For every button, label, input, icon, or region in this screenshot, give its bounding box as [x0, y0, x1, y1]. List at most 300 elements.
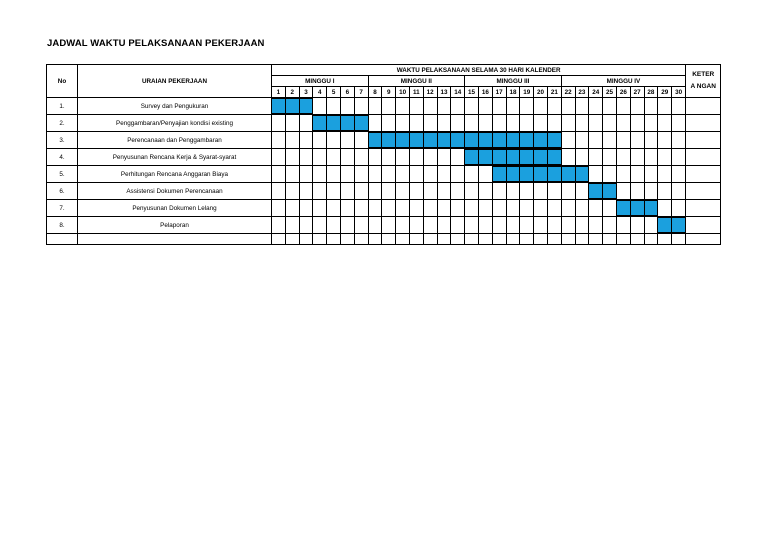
grid-cell	[547, 115, 561, 132]
week-header: MINGGU IV	[561, 76, 685, 87]
grid-cell	[575, 98, 589, 115]
task-row	[47, 115, 721, 132]
gantt-bar	[534, 132, 548, 148]
grid-cell	[368, 98, 382, 115]
grid-cell	[478, 166, 492, 183]
gantt-bar	[451, 132, 465, 148]
gantt-bar-cell	[272, 98, 286, 115]
empty-row	[47, 234, 721, 245]
gantt-bar-cell	[644, 200, 658, 217]
grid-cell	[534, 98, 548, 115]
gantt-bar-cell	[451, 132, 465, 149]
grid-cell	[616, 149, 630, 166]
grid-cell	[575, 217, 589, 234]
empty-cell	[340, 234, 354, 245]
grid-cell	[437, 200, 451, 217]
gantt-bar-cell	[603, 183, 617, 200]
day-header: 10	[396, 87, 410, 98]
day-header: 22	[561, 87, 575, 98]
grid-cell	[478, 200, 492, 217]
task-name: Survey dan Pengukuran	[78, 98, 272, 115]
task-name: Penyusunan Dokumen Lelang	[78, 200, 272, 217]
empty-cell	[423, 234, 437, 245]
grid-cell	[644, 183, 658, 200]
day-header: 29	[658, 87, 672, 98]
grid-cell	[382, 217, 396, 234]
grid-cell	[354, 166, 368, 183]
grid-cell	[299, 149, 313, 166]
grid-cell	[644, 132, 658, 149]
day-header: 30	[672, 87, 686, 98]
document-title: JADWAL WAKTU PELAKSANAAN PEKERJAAN	[47, 38, 265, 49]
week-header: MINGGU III	[465, 76, 562, 87]
gantt-bar-cell	[299, 98, 313, 115]
grid-cell	[644, 115, 658, 132]
grid-cell	[589, 200, 603, 217]
task-name: Penyusunan Rencana Kerja & Syarat-syarat	[78, 149, 272, 166]
gantt-bar	[478, 132, 492, 148]
empty-cell	[506, 234, 520, 245]
gantt-bar-cell	[423, 132, 437, 149]
grid-cell	[409, 166, 423, 183]
grid-cell	[630, 98, 644, 115]
gantt-bar	[478, 149, 492, 165]
grid-cell	[561, 115, 575, 132]
grid-cell	[630, 166, 644, 183]
grid-cell	[603, 166, 617, 183]
header-keterangan	[686, 65, 721, 98]
gantt-bar-cell	[478, 149, 492, 166]
gantt-bar	[299, 98, 313, 114]
task-name: Penggambaran/Penyajian kondisi existing	[78, 115, 272, 132]
gantt-bar-cell	[437, 132, 451, 149]
day-header: 19	[520, 87, 534, 98]
grid-cell	[465, 98, 479, 115]
empty-cell	[534, 234, 548, 245]
gantt-bar-cell	[506, 149, 520, 166]
grid-cell	[603, 149, 617, 166]
grid-cell	[327, 217, 341, 234]
gantt-bar-cell	[630, 200, 644, 217]
gantt-bar-cell	[534, 149, 548, 166]
gantt-bar	[534, 166, 548, 182]
grid-cell	[561, 149, 575, 166]
grid-cell	[423, 166, 437, 183]
grid-cell	[630, 132, 644, 149]
grid-cell	[630, 183, 644, 200]
task-name: Perhitungan Rencana Anggaran Biaya	[78, 166, 272, 183]
gantt-bar-cell	[478, 132, 492, 149]
empty-cell	[547, 234, 561, 245]
gantt-bar	[465, 149, 479, 165]
grid-cell	[299, 166, 313, 183]
grid-cell	[478, 115, 492, 132]
grid-cell	[561, 98, 575, 115]
grid-cell	[382, 183, 396, 200]
header-waktu: WAKTU PELAKSANAAN SELAMA 30 HARI KALENDER	[272, 65, 686, 76]
grid-cell	[285, 149, 299, 166]
gantt-bar	[492, 166, 506, 182]
grid-cell	[465, 166, 479, 183]
grid-cell	[589, 132, 603, 149]
task-number: 4.	[47, 149, 78, 166]
task-row	[47, 183, 721, 200]
gantt-bar-cell	[396, 132, 410, 149]
grid-cell	[437, 149, 451, 166]
grid-cell	[285, 115, 299, 132]
day-header: 13	[437, 87, 451, 98]
grid-cell	[575, 200, 589, 217]
grid-cell	[299, 132, 313, 149]
keterangan-cell	[686, 166, 721, 183]
grid-cell	[658, 149, 672, 166]
grid-cell	[589, 166, 603, 183]
gantt-bar	[492, 149, 506, 165]
day-header: 21	[547, 87, 561, 98]
gantt-bar	[547, 166, 561, 182]
task-number: 3.	[47, 132, 78, 149]
task-name: Perencanaan dan Penggambaran	[78, 132, 272, 149]
grid-cell	[603, 115, 617, 132]
grid-cell	[520, 217, 534, 234]
grid-cell	[382, 166, 396, 183]
grid-cell	[272, 183, 286, 200]
day-header: 17	[492, 87, 506, 98]
gantt-bar	[561, 166, 575, 182]
gantt-bar-cell	[547, 149, 561, 166]
grid-cell	[437, 217, 451, 234]
grid-cell	[313, 200, 327, 217]
keterangan-cell	[686, 132, 721, 149]
empty-cell	[492, 234, 506, 245]
grid-cell	[272, 132, 286, 149]
empty-cell	[382, 234, 396, 245]
grid-cell	[313, 98, 327, 115]
gantt-bar	[327, 115, 341, 131]
empty-cell	[686, 234, 721, 245]
empty-cell	[272, 234, 286, 245]
empty-cell	[437, 234, 451, 245]
gantt-bar	[603, 183, 617, 199]
gantt-bar	[354, 115, 368, 131]
grid-cell	[616, 166, 630, 183]
grid-cell	[603, 200, 617, 217]
gantt-bar-cell	[520, 132, 534, 149]
gantt-bar-cell	[313, 115, 327, 132]
gantt-bar-cell	[520, 149, 534, 166]
gantt-bar-cell	[547, 166, 561, 183]
grid-cell	[658, 166, 672, 183]
grid-cell	[478, 98, 492, 115]
day-header: 14	[451, 87, 465, 98]
task-row	[47, 98, 721, 115]
week-header: MINGGU II	[368, 76, 465, 87]
gantt-bar-cell	[616, 200, 630, 217]
gantt-bar-cell	[492, 149, 506, 166]
gantt-bar	[506, 132, 520, 148]
grid-cell	[492, 200, 506, 217]
grid-cell	[547, 183, 561, 200]
grid-cell	[396, 115, 410, 132]
keterangan-cell	[686, 149, 721, 166]
grid-cell	[354, 98, 368, 115]
grid-cell	[589, 217, 603, 234]
gantt-bar-cell	[575, 166, 589, 183]
gantt-bar-cell	[547, 132, 561, 149]
gantt-bar-cell	[589, 183, 603, 200]
empty-cell	[603, 234, 617, 245]
gantt-bar-cell	[520, 166, 534, 183]
grid-cell	[672, 115, 686, 132]
grid-cell	[272, 115, 286, 132]
day-header: 8	[368, 87, 382, 98]
day-header: 16	[478, 87, 492, 98]
grid-cell	[616, 132, 630, 149]
grid-cell	[396, 166, 410, 183]
keterangan-cell	[686, 183, 721, 200]
grid-cell	[272, 149, 286, 166]
gantt-bar	[520, 149, 534, 165]
grid-cell	[327, 166, 341, 183]
grid-cell	[575, 132, 589, 149]
gantt-bar-cell	[534, 132, 548, 149]
grid-cell	[672, 166, 686, 183]
gantt-bar-cell	[354, 115, 368, 132]
task-number: 6.	[47, 183, 78, 200]
grid-cell	[354, 149, 368, 166]
gantt-bar	[520, 166, 534, 182]
grid-cell	[285, 166, 299, 183]
grid-cell	[423, 183, 437, 200]
grid-cell	[492, 98, 506, 115]
gantt-bar	[575, 166, 589, 182]
gantt-bar	[547, 149, 561, 165]
gantt-bar	[534, 149, 548, 165]
task-number: 1.	[47, 98, 78, 115]
gantt-bar-cell	[672, 217, 686, 234]
grid-cell	[396, 200, 410, 217]
gantt-bar	[285, 98, 299, 114]
grid-cell	[603, 98, 617, 115]
gantt-bar	[506, 166, 520, 182]
grid-cell	[313, 183, 327, 200]
grid-cell	[396, 183, 410, 200]
grid-cell	[506, 217, 520, 234]
grid-cell	[354, 132, 368, 149]
grid-cell	[409, 98, 423, 115]
grid-cell	[616, 115, 630, 132]
grid-cell	[340, 217, 354, 234]
grid-cell	[451, 149, 465, 166]
grid-cell	[437, 115, 451, 132]
grid-cell	[658, 132, 672, 149]
grid-cell	[409, 200, 423, 217]
grid-cell	[603, 132, 617, 149]
gantt-bar	[272, 98, 286, 114]
gantt-bar-cell	[465, 149, 479, 166]
task-number: 7.	[47, 200, 78, 217]
grid-cell	[272, 166, 286, 183]
day-header: 24	[589, 87, 603, 98]
gantt-bar-cell	[382, 132, 396, 149]
grid-cell	[368, 166, 382, 183]
empty-cell	[616, 234, 630, 245]
day-header: 2	[285, 87, 299, 98]
grid-cell	[437, 183, 451, 200]
gantt-bar	[520, 132, 534, 148]
grid-cell	[382, 200, 396, 217]
empty-cell	[644, 234, 658, 245]
grid-cell	[589, 149, 603, 166]
keterangan-cell	[686, 200, 721, 217]
grid-cell	[672, 98, 686, 115]
empty-cell	[368, 234, 382, 245]
task-number: 2.	[47, 115, 78, 132]
grid-cell	[672, 149, 686, 166]
gantt-bar	[465, 132, 479, 148]
header-uraian: URAIAN PEKERJAAN	[78, 65, 272, 98]
empty-cell	[561, 234, 575, 245]
grid-cell	[561, 183, 575, 200]
gantt-bar-cell	[327, 115, 341, 132]
empty-cell	[520, 234, 534, 245]
gantt-bar-cell	[368, 132, 382, 149]
empty-cell	[354, 234, 368, 245]
grid-cell	[451, 217, 465, 234]
gantt-bar	[658, 217, 672, 233]
grid-cell	[492, 115, 506, 132]
grid-cell	[561, 200, 575, 217]
gantt-bar-cell	[506, 166, 520, 183]
grid-cell	[603, 217, 617, 234]
grid-cell	[451, 98, 465, 115]
gantt-bar	[437, 132, 451, 148]
grid-cell	[327, 149, 341, 166]
grid-cell	[658, 98, 672, 115]
gantt-bar	[340, 115, 354, 131]
empty-cell	[47, 234, 78, 245]
grid-cell	[658, 200, 672, 217]
grid-cell	[575, 149, 589, 166]
grid-cell	[520, 183, 534, 200]
grid-cell	[561, 217, 575, 234]
grid-cell	[672, 132, 686, 149]
grid-cell	[451, 200, 465, 217]
day-header: 5	[327, 87, 341, 98]
grid-cell	[575, 115, 589, 132]
grid-cell	[616, 98, 630, 115]
grid-cell	[672, 183, 686, 200]
gantt-bar-cell	[340, 115, 354, 132]
grid-cell	[658, 115, 672, 132]
grid-cell	[409, 115, 423, 132]
grid-cell	[327, 98, 341, 115]
day-header: 27	[630, 87, 644, 98]
gantt-bar	[368, 132, 382, 148]
grid-cell	[547, 217, 561, 234]
schedule-table	[46, 64, 721, 245]
empty-cell	[658, 234, 672, 245]
keterangan-text: KETERA NGAN	[690, 71, 716, 90]
grid-cell	[644, 98, 658, 115]
gantt-bar	[313, 115, 327, 131]
grid-cell	[520, 115, 534, 132]
grid-cell	[506, 115, 520, 132]
grid-cell	[368, 200, 382, 217]
grid-cell	[465, 217, 479, 234]
grid-cell	[396, 98, 410, 115]
grid-cell	[451, 183, 465, 200]
grid-cell	[506, 200, 520, 217]
grid-cell	[465, 200, 479, 217]
gantt-bar-cell	[285, 98, 299, 115]
day-header: 20	[534, 87, 548, 98]
grid-cell	[354, 217, 368, 234]
grid-cell	[506, 98, 520, 115]
grid-cell	[534, 217, 548, 234]
day-header: 15	[465, 87, 479, 98]
grid-cell	[340, 98, 354, 115]
grid-cell	[382, 149, 396, 166]
grid-cell	[409, 217, 423, 234]
keterangan-cell	[686, 115, 721, 132]
grid-cell	[465, 183, 479, 200]
grid-cell	[534, 200, 548, 217]
keterangan-cell	[686, 217, 721, 234]
grid-cell	[272, 217, 286, 234]
gantt-bar	[589, 183, 603, 199]
grid-cell	[630, 115, 644, 132]
grid-cell	[492, 183, 506, 200]
header-no: No	[47, 65, 78, 98]
day-header: 25	[603, 87, 617, 98]
grid-cell	[396, 149, 410, 166]
grid-cell	[644, 149, 658, 166]
grid-cell	[672, 200, 686, 217]
empty-cell	[327, 234, 341, 245]
task-row	[47, 166, 721, 183]
grid-cell	[299, 115, 313, 132]
empty-cell	[78, 234, 272, 245]
grid-cell	[644, 217, 658, 234]
task-row	[47, 200, 721, 217]
grid-cell	[630, 217, 644, 234]
grid-cell	[575, 183, 589, 200]
empty-cell	[589, 234, 603, 245]
grid-cell	[589, 98, 603, 115]
grid-cell	[368, 183, 382, 200]
gantt-bar-cell	[492, 166, 506, 183]
gantt-bar	[396, 132, 410, 148]
gantt-bar	[423, 132, 437, 148]
day-header: 9	[382, 87, 396, 98]
grid-cell	[368, 149, 382, 166]
grid-cell	[272, 200, 286, 217]
grid-cell	[547, 200, 561, 217]
day-header: 28	[644, 87, 658, 98]
task-number: 8.	[47, 217, 78, 234]
empty-cell	[285, 234, 299, 245]
grid-cell	[423, 98, 437, 115]
keterangan-cell	[686, 98, 721, 115]
grid-cell	[354, 200, 368, 217]
gantt-bar-cell	[465, 132, 479, 149]
grid-cell	[423, 200, 437, 217]
grid-cell	[561, 132, 575, 149]
gantt-bar	[672, 217, 686, 233]
grid-cell	[534, 183, 548, 200]
empty-cell	[409, 234, 423, 245]
